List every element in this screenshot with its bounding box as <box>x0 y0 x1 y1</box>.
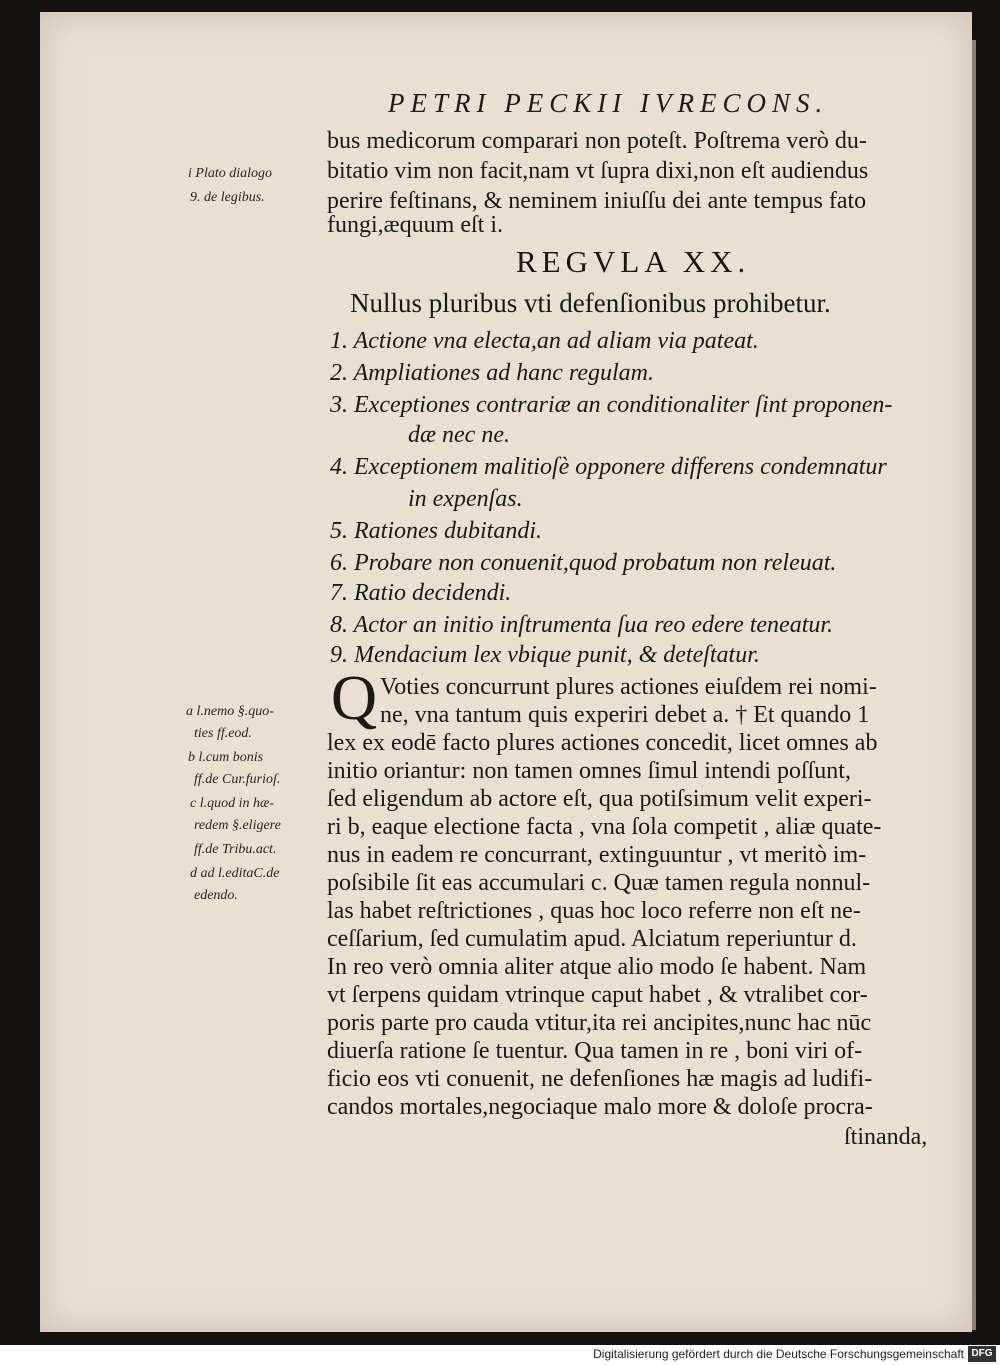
margin-note: 9. de legibus. <box>190 190 265 205</box>
summary-item: 9. Mendacium lex vbique punit, & deteſtatur. <box>330 642 760 668</box>
summary-item: 7. Ratio decidendi. <box>330 580 512 606</box>
summary-item: dæ nec ne. <box>408 422 510 448</box>
margin-note: d ad l.editaC.de <box>190 866 280 881</box>
body-line: ficio eos vti conuenit, ne defenſiones hæ magis ad ludifi- <box>327 1066 873 1092</box>
summary-item: 2. Ampliationes ad hanc regulam. <box>330 360 654 386</box>
margin-note: redem §.eligere <box>194 818 281 833</box>
body-line: ne, vna tantum quis experiri debet a. † Et quando 1 <box>380 702 870 728</box>
body-line: Voties concurrunt plures actiones eiuſdem rei nomi- <box>380 674 877 700</box>
body-line: nus in eadem re concurrant, extinguuntur , vt meritò im- <box>327 842 867 868</box>
opening-line: perire feſtinans, & neminem iniuſſu dei ante tempus fato <box>327 188 867 214</box>
summary-item: 4. Exceptionem malitioſè opponere differens condemnatur <box>330 454 887 480</box>
summary-item: in expenſas. <box>408 486 523 512</box>
opening-line: bitatio vim non facit,nam vt ſupra dixi,non eſt audiendus <box>327 158 869 184</box>
margin-note: ff.de Cur.furioſ. <box>194 772 281 787</box>
page-edge <box>972 40 976 1330</box>
summary-item: 3. Exceptiones contrariæ an conditionaliter ſint proponen- <box>330 392 893 418</box>
funding-credit: Digitalisierung gefördert durch die Deutsche Forschungsgemeinschaft <box>593 1347 964 1361</box>
summary-item: 1. Actione vna electa,an ad aliam via pateat. <box>330 328 759 354</box>
margin-note: ff.de Tribu.act. <box>194 842 277 857</box>
body-line: las habet reſtrictiones , quas hoc loco referre non eſt ne- <box>327 898 861 924</box>
margin-note: edendo. <box>194 888 238 903</box>
rule-title: REGVLA XX. <box>516 244 751 279</box>
footer <box>0 1345 1000 1365</box>
body-line: In reo verò omnia aliter atque alio modo ſe habent. Nam <box>327 954 867 980</box>
body-line: poſsibile ſit eas accumulari c. Quæ tamen regula nonnul- <box>327 870 871 896</box>
body-line: diuerſa ratione ſe tuentur. Qua tamen in re , boni viri of- <box>327 1038 863 1064</box>
running-head: PETRI PECKII IVRECONS. <box>388 88 829 118</box>
body-line: initio oriantur: non tamen omnes ſimul intendi poſſunt, <box>327 758 851 784</box>
dfg-logo-icon: DFG <box>968 1346 996 1362</box>
rule-statement: Nullus pluribus vti defenſionibus prohibetur. <box>350 288 831 318</box>
body-line: lex ex eodē facto plures actiones concedit, licet omnes ab <box>327 730 878 756</box>
body-line: candos mortales,negociaque malo more & doloſe procra- <box>327 1094 873 1120</box>
body-line: ceſſarium, ſed cumulatim apud. Alciatum reperiuntur d. <box>327 926 857 952</box>
body-line: ri b, eaque electione facta , vna ſola competit , aliæ quate- <box>327 814 882 840</box>
drop-cap: Q <box>330 662 378 733</box>
opening-line: bus medicorum comparari non poteſt. Poſtrema verò du- <box>327 128 867 154</box>
margin-note: a l.nemo §.quo- <box>186 704 274 719</box>
margin-note: i Plato dialogo <box>188 166 272 181</box>
body-line: ſed eligendum ab actore eſt, qua potiſsimum velit experi- <box>327 786 872 812</box>
opening-line: fungi,æquum eſt i. <box>327 212 503 238</box>
summary-item: 8. Actor an initio inſtrumenta ſua reo edere teneatur. <box>330 612 834 638</box>
margin-note: ties ff.eod. <box>194 726 252 741</box>
summary-item: 5. Rationes dubitandi. <box>330 518 542 544</box>
summary-item: 6. Probare non conuenit,quod probatum non releuat. <box>330 550 837 576</box>
body-line: poris parte pro cauda vtitur,ita rei ancipites,nunc hac nūc <box>327 1010 872 1036</box>
catchword: ſtinanda, <box>844 1124 928 1150</box>
margin-note: b l.cum bonis <box>188 750 264 765</box>
margin-note: c l.quod in hæ- <box>190 796 274 811</box>
body-line: vt ſerpens quidam vtrinque caput habet , & vtralibet cor- <box>327 982 868 1008</box>
